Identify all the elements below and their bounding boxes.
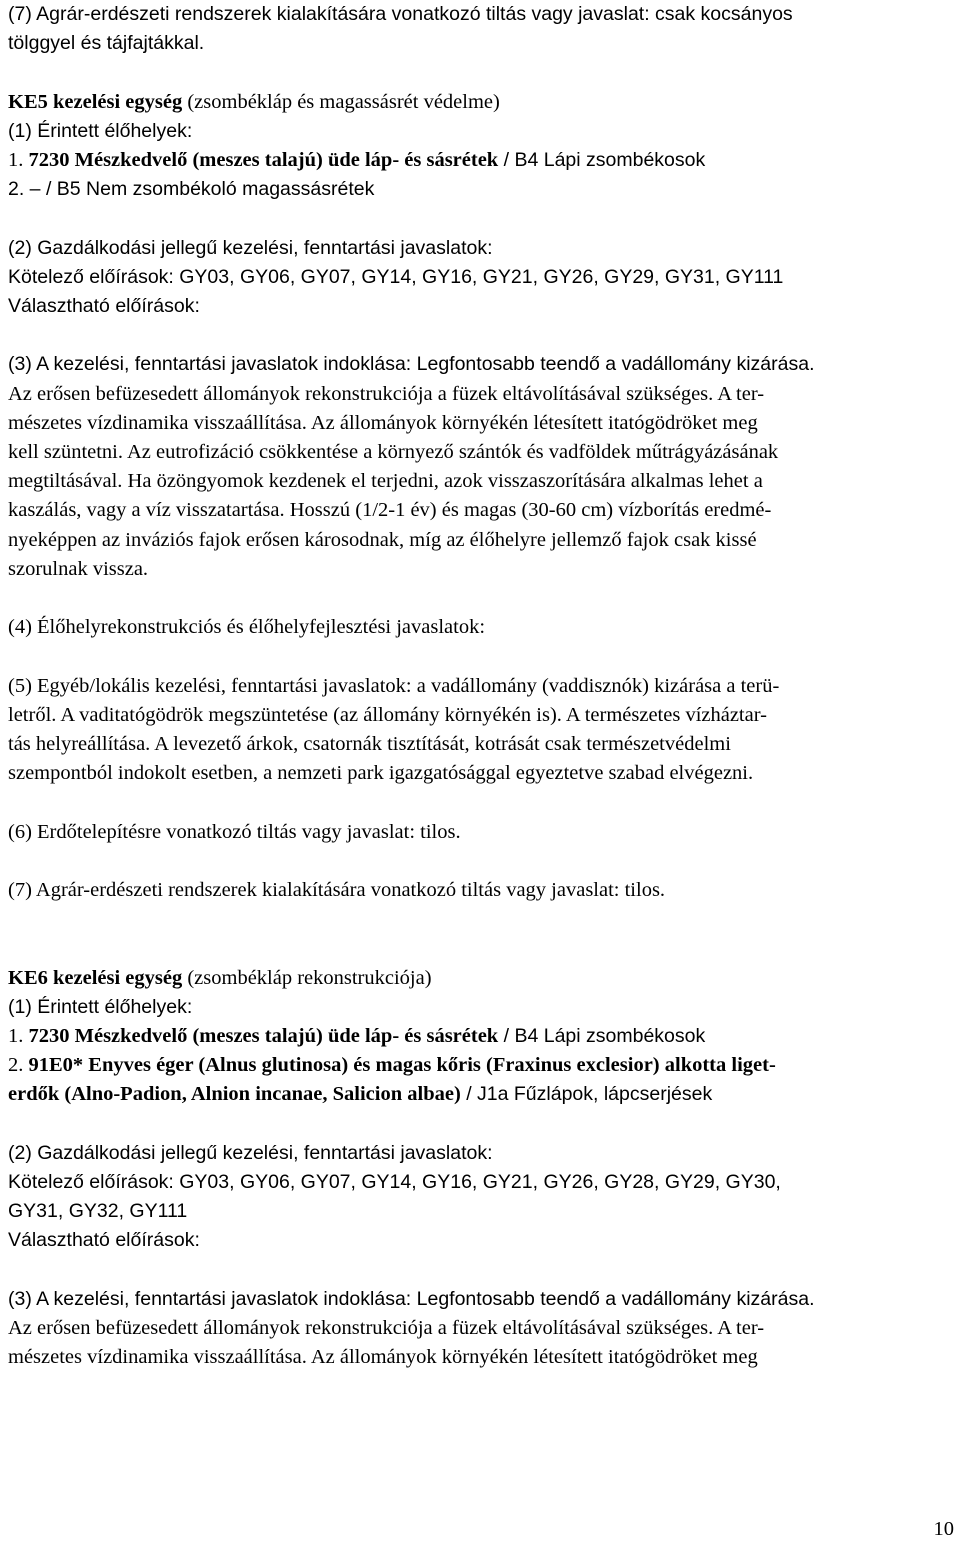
ke5-section-3-line7: nyeképpen az inváziós fajok erősen károsodnak, míg az élőhelyre jellemző fajok csak kissé <box>8 528 757 551</box>
ke6-habitat-2-line2 <box>8 1080 956 1109</box>
ke5-section-3-line6: kaszálás, vagy a víz visszatartása. Hosszú (1/2-1 év) és magas (30-60 cm) vízborítás eredmé- <box>8 499 772 522</box>
ke6-section-3-line1: (3) A kezelési, fenntartási javaslatok indoklása: Legfontosabb teendő a vadállomány kizárása. <box>8 1287 815 1310</box>
ke6-habitat-1-num: 1. <box>8 1024 29 1047</box>
ke5-optional-rules: Választható előírások: <box>8 295 200 317</box>
document-page <box>8 0 956 1372</box>
ke5-section-3-line4: kell szüntetni. Az eutrofizáció csökkentése a környező szántók és vadföldek műtrágyázásának <box>8 441 779 463</box>
ke5-habitats-label: (1) Érintett élőhelyek: <box>8 119 193 142</box>
ke5-section-4: (4) Élőhelyrekonstrukciós és élőhelyfejlesztési javaslatok: <box>8 616 486 639</box>
ke5-section-7: (7) Agrár-erdészeti rendszerek kialakítására vonatkozó tiltás vagy javaslat: tilos. <box>8 878 666 901</box>
ke6-habitat-1-rest: / B4 Lápi zsombékosok <box>498 1024 706 1047</box>
ke5-section-5-line1: (5) Egyéb/lokális kezelési, fenntartási javaslatok: a vadállomány (vaddisznók) kizárása a terü- <box>8 674 780 697</box>
ke4-item-7-line1: (7) Agrár-erdészeti rendszerek kialakítására vonatkozó tiltás vagy javaslat: csak kocsányos <box>8 3 793 25</box>
ke6-section-2-title: (2) Gazdálkodási jellegű kezelési, fenntartási javaslatok: <box>8 1141 493 1164</box>
ke5-section-6: (6) Erdőtelepítésre vonatkozó tiltás vagy javaslat: tilos. <box>8 820 461 843</box>
ke6-optional-rules: Választható előírások: <box>8 1229 200 1252</box>
ke5-section-5-line4: szempontból indokolt esetben, a nemzeti park igazgatósággal egyeztetve szabad elvégezni. <box>8 762 754 785</box>
ke5-section-2-title: (2) Gazdálkodási jellegű kezelési, fenntartási javaslatok: <box>8 236 493 259</box>
ke5-heading-bold: KE5 kezelési egység <box>8 90 183 113</box>
ke5-section-3-line5: megtiltásával. Ha özöngyomok kezdenek el terjedni, azok visszaszorítására alkalmas lehet a <box>8 470 763 493</box>
ke6-heading <box>8 964 956 993</box>
ke6-habitats-label: (1) Érintett élőhelyek: <box>8 995 193 1018</box>
ke6-heading-bold: KE6 kezelési egység <box>8 966 183 989</box>
ke4-item-7-line2: tölggyel és tájfajtákkal. <box>8 32 205 55</box>
ke6-section-3-line3: mészetes vízdinamika visszaállítása. Az állományok környékén létesített itatógödröket meg <box>8 1346 758 1369</box>
ke5-habitat-1-bold: 7230 Mészkedvelő (meszes talajú) üde láp- és sásrétek <box>28 149 499 171</box>
ke5-mandatory-rules: Kötelező előírások: GY03, GY06, GY07, GY14, GY16, GY21, GY26, GY29, GY31, GY111 <box>8 265 784 288</box>
ke5-habitat-1 <box>8 146 956 175</box>
ke6-habitat-2-line1 <box>8 1051 956 1080</box>
ke5-section-5-line3: tás helyreállítása. A levezető árkok, csatornák tisztítását, kotrását csak természetvédelmi <box>8 733 731 755</box>
ke5-section-3-line3: mészetes vízdinamika visszaállítása. Az állományok környékén létesített itatógödröket meg <box>8 411 758 434</box>
page-number: 10 <box>933 1518 954 1540</box>
ke5-section-5-line2: letről. A vaditatógödrök megszüntetése (az állomány környékén is). A természetes vízháztar- <box>8 703 767 726</box>
ke5-habitat-1-num: 1. <box>8 149 29 171</box>
ke6-heading-rest: (zsombékláp rekonstrukciója) <box>182 966 432 989</box>
ke6-habitat-2-bold-line2: erdők (Alno-Padion, Alnion incanae, Salicion albae) <box>8 1083 461 1106</box>
ke5-heading <box>8 88 956 117</box>
ke6-habitat-2-bold-line1: 91E0* Enyves éger (Alnus glutinosa) és magas kőris (Fraxinus exclesior) alkotta liget- <box>28 1054 776 1077</box>
ke6-mandatory-rules-line2: GY31, GY32, GY111 <box>8 1200 188 1223</box>
ke6-habitat-1-bold: 7230 Mészkedvelő (meszes talajú) üde láp- és sásrétek <box>28 1024 499 1047</box>
ke6-habitat-2-num: 2. <box>8 1054 29 1077</box>
ke6-habitat-2-rest: / J1a Fűzlápok, lápcserjések <box>460 1083 713 1106</box>
ke5-heading-rest: (zsombékláp és magassásrét védelme) <box>182 90 500 113</box>
ke6-mandatory-rules-line1: Kötelező előírások: GY03, GY06, GY07, GY14, GY16, GY21, GY26, GY28, GY29, GY30, <box>8 1170 781 1193</box>
ke6-habitat-1 <box>8 1022 956 1051</box>
ke5-section-3 <box>8 350 956 379</box>
ke5-habitat-2: 2. – / B5 Nem zsombékoló magassásrétek <box>8 178 375 201</box>
ke5-section-3-line2: Az erősen befüzesedett állományok rekonstrukciója a füzek eltávolításával szükséges. A ter- <box>8 382 765 405</box>
ke6-section-3-line2: Az erősen befüzesedett állományok rekonstrukciója a füzek eltávolításával szükséges. A ter- <box>8 1316 765 1339</box>
ke5-section-3-line1: (3) A kezelési, fenntartási javaslatok indoklása: Legfontosabb teendő a vadállomány kizárása. <box>8 353 815 376</box>
ke5-habitat-1-rest: / B4 Lápi zsombékosok <box>498 149 706 171</box>
ke5-section-3-line8: szorulnak vissza. <box>8 557 149 580</box>
